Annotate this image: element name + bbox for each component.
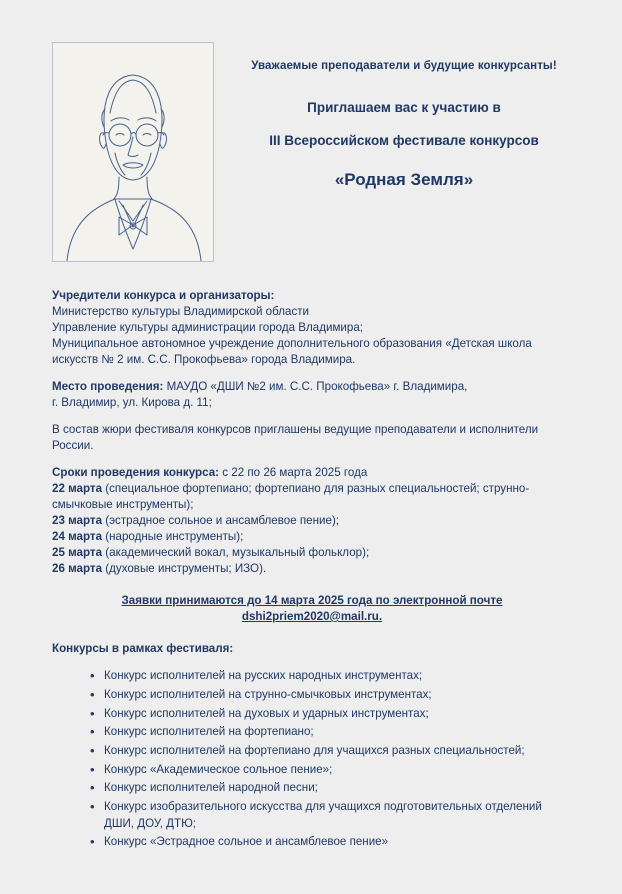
jury-block: В состав жюри фестиваля конкурсов приглашены ведущие преподаватели и исполнители России. [52,422,539,452]
list-item: • Конкурс исполнителей на фортепиано; [90,724,572,741]
invitation-greeting: Уважаемые преподаватели и будущие конкурсанты! [251,60,557,72]
date-row [52,529,572,545]
venue-label: Место проведения: [52,379,164,393]
date-desc: (духовые инструменты; ИЗО). [102,561,267,575]
dates-range: с 22 по 26 марта 2025 года [219,465,368,479]
dates-header [52,465,572,481]
date-desc: (академический вокал, музыкальный фольклор); [102,545,370,559]
invitation-line-2: Приглашаем вас к участию в [307,100,501,115]
date-label: 23 марта [52,513,103,527]
founders-line-3: Муниципальное автономное учреждение дополнительного образования «Детская школа искусств № 2 им. С.С. Прокофьева» города Владимира. [52,336,532,366]
date-row [52,545,572,561]
application-deadline-text: Заявки принимаются до 14 марта 2025 года по электронной почте [121,593,503,607]
founders-block [52,288,572,368]
date-desc: (специальное фортепиано; фортепиано для разных специальностей; струнно-смычковые инструменты); [52,481,530,511]
founders-line-1: Министерство культуры Владимирской области [52,304,310,318]
founders-title: Учредители конкурса и организаторы: [52,289,275,302]
invitation-block [236,42,572,190]
founders-line-2: Управление культуры администрации города Владимира; [52,320,364,334]
contests-title: Конкурсы в рамках фестиваля: [52,642,234,656]
header-block [52,42,572,262]
list-item: • Конкурс исполнителей на русских народных инструментах; [90,668,572,685]
venue-line-1: МАУДО «ДШИ №2 им. С.С. Прокофьева» г. Владимира, [163,379,468,393]
composer-portrait [52,42,214,262]
list-item: • Конкурс исполнителей на струнно-смычковых инструментах; [90,687,572,704]
date-desc: (народные инструменты); [102,529,244,543]
date-row [52,481,572,513]
list-item: • Конкурс исполнителей народной песни; [90,780,572,797]
document-body [52,288,572,851]
dates-label: Сроки проведения конкурса: [52,465,220,479]
list-item: • Конкурс «Эстрадное сольное и ансамблевое пение» [90,834,572,851]
application-email[interactable]: dshi2priem2020@mail.ru. [241,609,383,623]
invitation-line-3: III Всероссийском фестивале конкурсов [269,133,539,148]
list-item: • Конкурс исполнителей на фортепиано для учащихся разных специальностей; [90,743,572,760]
contests-list [52,668,572,851]
venue-line-2: г. Владимир, ул. Кирова д. 11; [52,395,212,409]
portrait-illustration [53,43,213,261]
date-row [52,513,572,529]
dates-list [52,481,572,577]
festival-name: «Родная Земля» [334,170,474,189]
application-block [52,593,572,625]
date-row [52,561,572,577]
list-item: • Конкурс исполнителей на духовых и ударных инструментах; [90,706,572,723]
list-item: • Конкурс изобразительного искусства для учащихся подготовительных отделений ДШИ, ДОУ, ДТЮ; [90,799,572,832]
date-desc: (эстрадное сольное и ансамблевое пение); [102,513,340,527]
date-label: 24 марта [52,529,103,543]
date-label: 25 марта [52,545,103,559]
date-label: 26 марта [52,561,103,575]
venue-block [52,379,572,411]
date-label: 22 марта [52,481,103,495]
list-item: • Конкурс «Академическое сольное пение»; [90,762,572,779]
